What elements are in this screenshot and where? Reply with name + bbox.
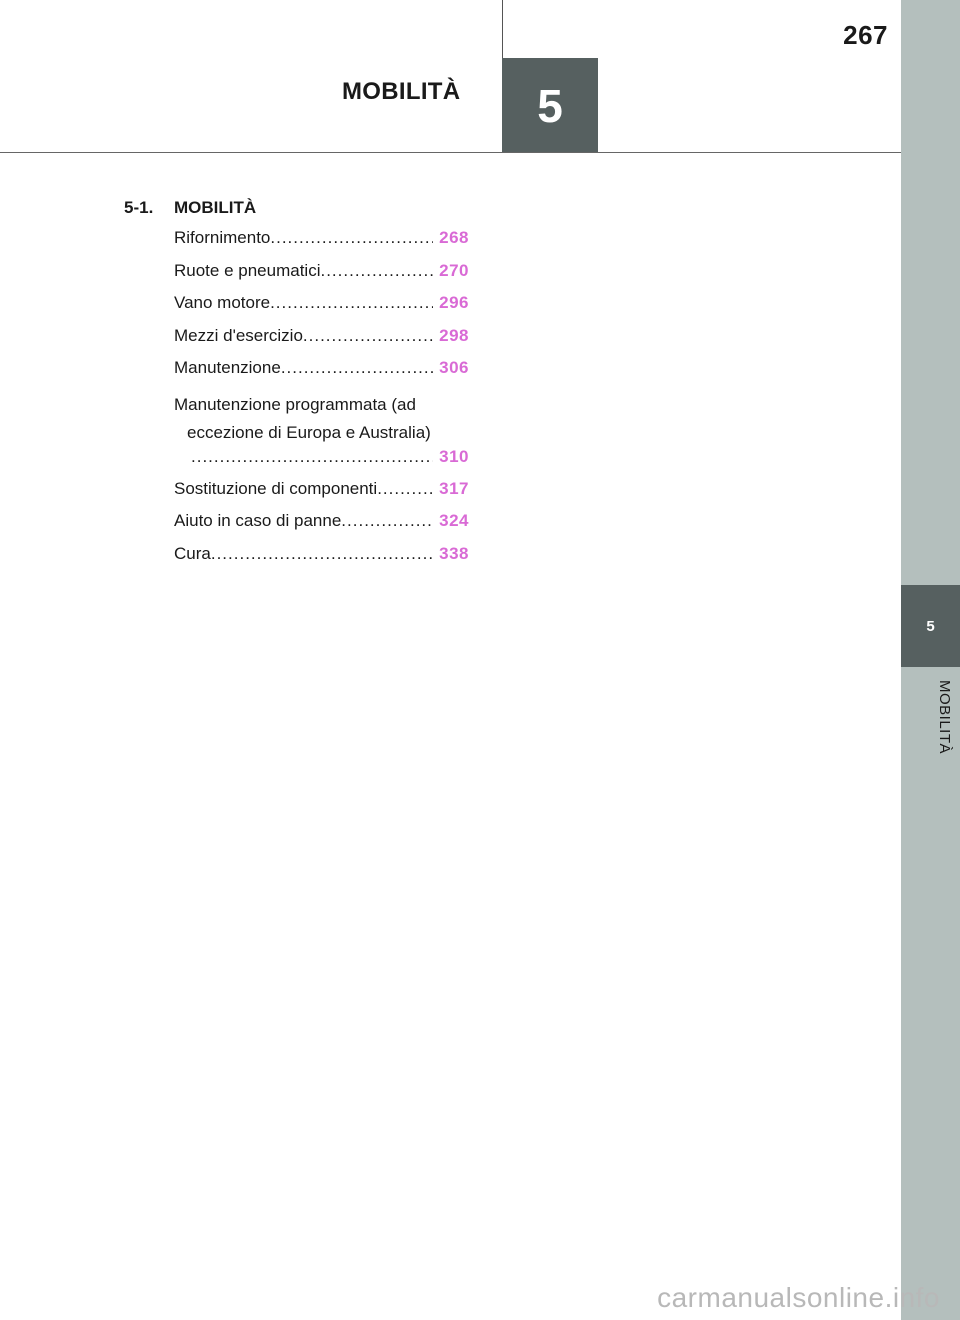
toc-entry[interactable] bbox=[174, 544, 469, 577]
toc-entry[interactable] bbox=[174, 479, 469, 512]
toc-entry-page[interactable]: 310 bbox=[439, 446, 469, 466]
toc-leader-dots bbox=[270, 293, 433, 313]
toc-entry-page[interactable]: 317 bbox=[439, 478, 469, 498]
toc-leader-dots bbox=[191, 447, 433, 467]
toc-entry-label: Manutenzione bbox=[174, 358, 281, 377]
sidebar-chapter-label: MOBILITÀ bbox=[936, 680, 953, 755]
toc-leader-dots bbox=[341, 511, 433, 531]
sidebar-chapter-tab[interactable]: 5 bbox=[901, 585, 960, 667]
header-divider-vertical bbox=[502, 0, 503, 58]
chapter-title: MOBILITÀ bbox=[342, 78, 461, 105]
toc-entry-page[interactable]: 296 bbox=[439, 293, 469, 312]
toc-entry-label: Mezzi d'esercizio bbox=[174, 325, 303, 345]
toc-section-number: 5-1. bbox=[124, 198, 154, 217]
toc-leader-dots bbox=[270, 228, 433, 248]
toc-entry-label: Ruote e pneumatici bbox=[174, 260, 321, 280]
header-divider bbox=[0, 152, 901, 153]
toc-entry[interactable] bbox=[174, 261, 469, 294]
toc-entry-label: Rifornimento bbox=[174, 228, 271, 247]
toc-entry-page[interactable]: 268 bbox=[439, 228, 469, 247]
toc-entry-label: Sostituzione di componenti bbox=[174, 478, 378, 498]
toc-entry-page[interactable]: 338 bbox=[439, 543, 469, 563]
toc-entry-page[interactable]: 298 bbox=[439, 325, 469, 345]
toc-entry-page[interactable]: 270 bbox=[439, 260, 469, 280]
toc-entry-label: Cura bbox=[174, 543, 211, 563]
toc-leader-dots bbox=[211, 544, 433, 564]
toc-entry-label-line2: eccezione di Europa e Australia) bbox=[187, 422, 431, 442]
watermark: carmanualsonline.info bbox=[657, 1282, 940, 1313]
toc-section-title: MOBILITÀ bbox=[174, 198, 257, 217]
toc-entry-page[interactable]: 306 bbox=[439, 358, 469, 377]
toc-leader-dots bbox=[320, 261, 433, 281]
toc-entry-page[interactable]: 324 bbox=[439, 511, 469, 530]
toc-leader-dots bbox=[377, 479, 433, 499]
toc-leader-dots bbox=[281, 358, 433, 378]
toc-entry-label: Aiuto in caso di panne bbox=[174, 511, 342, 530]
toc-entry[interactable] bbox=[174, 358, 469, 391]
toc-entry[interactable] bbox=[174, 228, 469, 261]
toc-entry[interactable] bbox=[174, 326, 469, 359]
toc-entry-label-line1: Manutenzione programmata (ad bbox=[174, 394, 416, 414]
toc-entry-label: Vano motore bbox=[174, 293, 271, 312]
page-number: 267 bbox=[843, 20, 888, 50]
chapter-number-box: 5 bbox=[502, 58, 598, 153]
toc-entry[interactable] bbox=[174, 511, 469, 544]
toc-leader-dots bbox=[303, 326, 433, 346]
toc-section-heading bbox=[124, 198, 469, 218]
toc-entry[interactable] bbox=[174, 293, 469, 326]
table-of-contents bbox=[124, 198, 469, 576]
toc-entry-multiline[interactable] bbox=[174, 391, 469, 479]
